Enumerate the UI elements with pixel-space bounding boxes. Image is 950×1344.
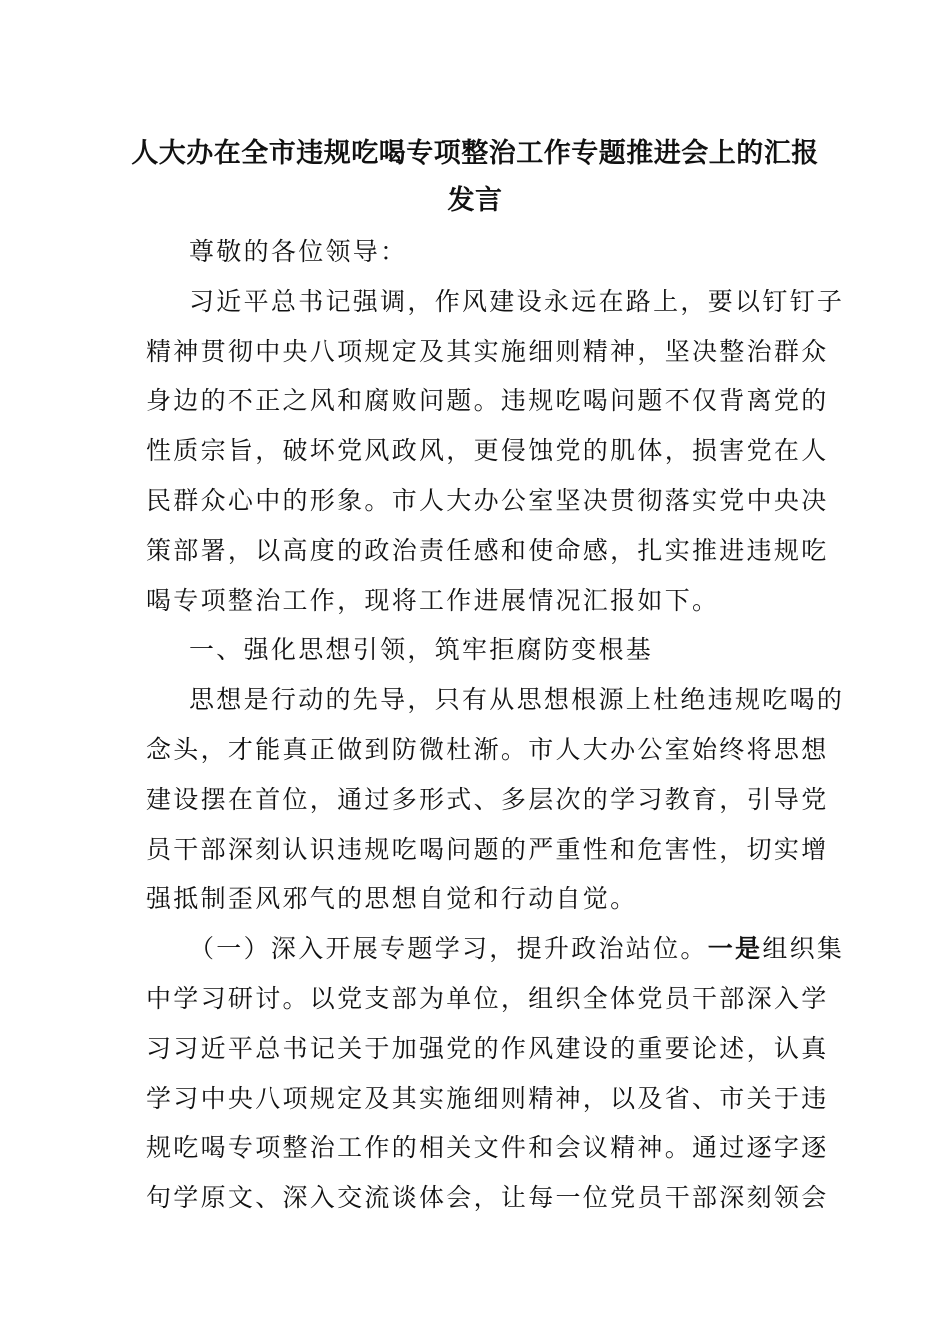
paragraph-line: 规吃喝专项整治工作的相关文件和会议精神。通过逐字逐 (146, 1133, 829, 1162)
paragraph-line: 身边的不正之风和腐败问题。违规吃喝问题不仅背离党的 (146, 386, 829, 415)
paragraph-line: 员干部深刻认识违规吃喝问题的严重性和危害性，切实增 (146, 835, 829, 864)
paragraph-line: 中学习研讨。以党支部为单位，组织全体党员干部深入学 (146, 984, 829, 1013)
bold-keyword: 一是 (707, 934, 763, 963)
paragraph-line: 强抵制歪风邪气的思想自觉和行动自觉。 (146, 884, 638, 913)
subsection-heading: （一）深入开展专题学习，提升政治站位。 (189, 934, 708, 963)
paragraph-line: 念头，才能真正做到防微杜渐。市人大办公室始终将思想 (146, 735, 829, 764)
paragraph-line: 策部署，以高度的政治责任感和使命感，扎实推进违规吃 (146, 536, 829, 565)
document-title-line-2: 发言 (447, 185, 503, 216)
paragraph-line: 精神贯彻中央八项规定及其实施细则精神，坚决整治群众 (146, 337, 829, 366)
paragraph-line: 习习近平总书记关于加强党的作风建设的重要论述，认真 (146, 1034, 829, 1063)
document-title-line-1: 人大办在全市违规吃喝专项整治工作专题推进会上的汇报 (131, 138, 819, 169)
paragraph-line: 建设摆在首位，通过多形式、多层次的学习教育，引导党 (146, 785, 829, 814)
subsection-text: 组织集 (762, 934, 845, 963)
salutation: 尊敬的各位领导： (189, 237, 408, 266)
paragraph-line: 句学原文、深入交流谈体会，让每一位党员干部深刻领会 (146, 1183, 829, 1212)
section-heading: 一、强化思想引领，筑牢拒腐防变根基 (189, 635, 654, 664)
subsection-line (189, 931, 844, 967)
paragraph-line: 喝专项整治工作，现将工作进展情况汇报如下。 (146, 586, 720, 615)
paragraph-line: 学习中央八项规定及其实施细则精神，以及省、市关于违 (146, 1084, 829, 1113)
paragraph-line: 思想是行动的先导，只有从思想根源上杜绝违规吃喝的 (189, 685, 845, 714)
paragraph-line: 民群众心中的形象。市人大办公室坚决贯彻落实党中央决 (146, 486, 829, 515)
paragraph-line: 性质宗旨，破坏党风政风，更侵蚀党的肌体，损害党在人 (146, 436, 829, 465)
paragraph-line: 习近平总书记强调，作风建设永远在路上，要以钉钉子 (189, 287, 845, 316)
